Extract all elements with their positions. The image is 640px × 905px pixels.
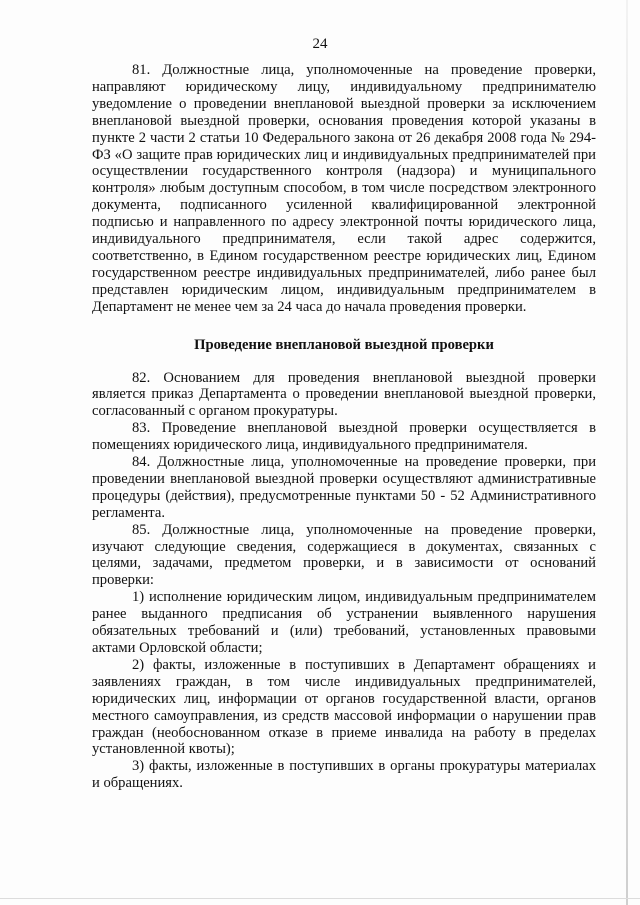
section-heading: Проведение внеплановой выездной проверки — [194, 336, 494, 353]
document-body — [92, 62, 596, 792]
paragraph-82: 82. Основанием для проведения внеплановой выездной проверки является приказ Департамента о проведении внеплановой выездной проверки, согласованный с органом прокуратуры. — [92, 369, 596, 420]
scan-edge-shadow — [626, 0, 628, 905]
list-item-3: 3) факты, изложенные в поступивших в органы прокуратуры материалах и обращениях. — [92, 758, 596, 792]
list-item-1: 1) исполнение юридическим лицом, индивидуальным предпринимателем ранее выданного предписания об устранении выявленного нарушения обязательных требований и (или) требований, установленных правовыми актами Орловской области; — [92, 589, 596, 656]
paragraph-81: 81. Должностные лица, уполномоченные на проведение проверки, направляют юридическому лицу, индивидуальному предпринимателю уведомление о проведении внеплановой выездной проверки за исключением внеплановой выездной проверки, основания проведения которой указаны в пункте 2 части 2 статьи 10 Федерального закона от 26 декабря 2008 года № 294-ФЗ «О защите прав юридических лиц и индивидуальных предпринимателей при осуществлении государственного контроля (надзора) и муниципального контроля» любым доступным способом, в том числе посредством электронного документа, подписанного усиленной квалифицированной электронной подписью и направленного по адресу электронной почты юридического лица, индивидуального предпринимателя, если такой адрес содержится, соответственно, в Едином государственном реестре юридических лиц, Едином государственном реестре индивидуальных предпринимателей, либо ранее был представлен юридическим лицом, индивидуальным предпринимателем в Департамент не менее чем за 24 часа до начала проведения проверки. — [92, 62, 596, 315]
paragraph-84: 84. Должностные лица, уполномоченные на проведение проверки, при проведении внеплановой выездной проверки осуществляют административные процедуры (действия), предусмотренные пунктами 50 - 52 Административного регламента. — [92, 454, 596, 521]
scan-bottom-line — [0, 898, 640, 899]
paragraph-83: 83. Проведение внеплановой выездной проверки осуществляется в помещениях юридического лица, индивидуального предпринимателя. — [92, 420, 596, 454]
list-item-2: 2) факты, изложенные в поступивших в Департамент обращениях и заявлениях граждан, в том числе индивидуальных предпринимателей, юридических лиц, информации от органов государственной власти, органов местного самоуправления, из средств массовой информации о нарушении прав граждан (необоснованном отказе в приеме инвалида на работу в пределах установленной квоты); — [92, 656, 596, 758]
page-number: 24 — [312, 36, 328, 52]
paragraph-85: 85. Должностные лица, уполномоченные на проведение проверки, изучают следующие сведения, содержащиеся в документах, связанных с целями, задачами, предметом проверки, и в зависимости от оснований проверки: — [92, 521, 596, 589]
